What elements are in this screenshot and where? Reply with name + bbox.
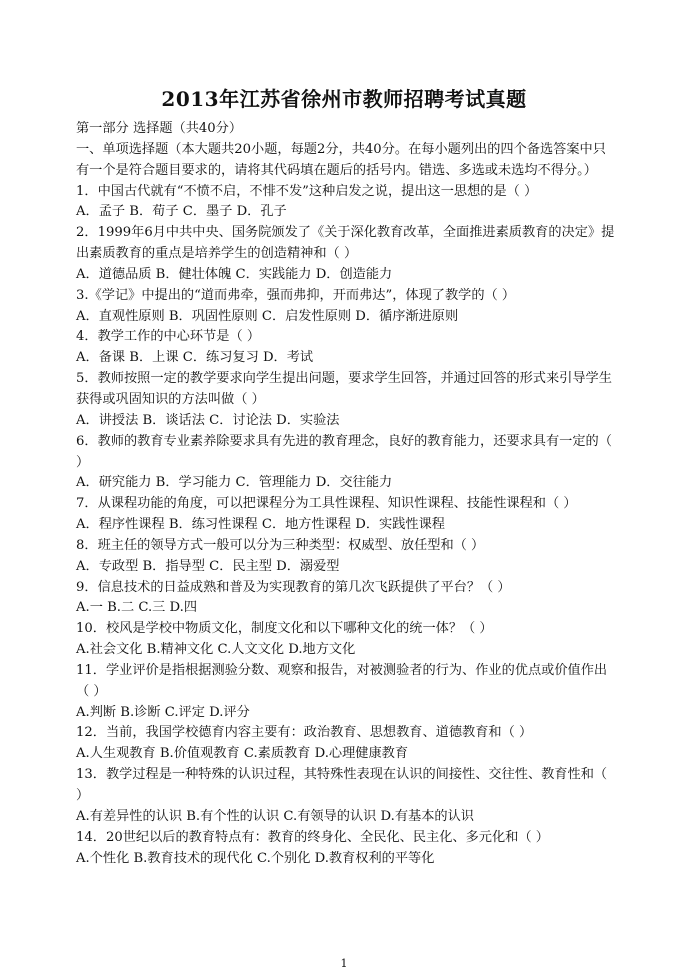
- question-12-stem: 12．当前，我国学校德育内容主要有：政治教育、思想教育、道德教育和（ ）: [76, 725, 533, 741]
- question-1-stem: 1．中国古代就有“不愤不启，不悱不发”这种启发之说，提出这一思想的是（ ）: [76, 183, 538, 199]
- question-6-options: A．研究能力 B．学习能力 C．管理能力 D．交往能力: [76, 475, 393, 491]
- question-3-stem: 3.《学记》中提出的“道而弗牵，强而弗抑，开而弗达”，体现了教学的（ ）: [76, 287, 516, 303]
- question-10-stem: 10．校风是学校中物质文化，制度文化和以下哪种文化的统一体？（ ）: [76, 621, 493, 637]
- page-number: 1: [340, 957, 348, 970]
- question-11-stem: 11．学业评价是指根据测验分数、观察和报告，对被测验者的行为、作业的优点或价值作出（ ）: [76, 662, 608, 699]
- question-4-options: A．备课 B．上课 C．练习复习 D．考试: [76, 350, 314, 366]
- question-14-options: A.个性化 B.教育技术的现代化 C.个别化 D.教育权利的平等化: [76, 850, 435, 866]
- question-14-stem: 14．20世纪以后的教育特点有：教育的终身化、全民化、民主化、多元化和（ ）: [76, 829, 549, 845]
- question-13-stem: 13．教学过程是一种特殊的认识过程，其特殊性表现在认识的间接性、交往性、教育性和（ ）: [76, 767, 608, 803]
- question-9-options: A.一 B.二 C.三 D.四: [76, 600, 198, 616]
- part-heading: 第一部分 选择题（共40分）: [76, 121, 243, 136]
- document-title: 2013年江苏省徐州市教师招聘考试真题: [161, 87, 527, 111]
- question-2-options: A．道德品质 B．健壮体魄 C．实践能力 D．创造能力: [76, 266, 393, 282]
- question-12-options: A.人生观教育 B.价值观教育 C.素质教育 D.心理健康教育: [76, 746, 409, 762]
- question-8-options: A．专政型 B．指导型 C．民主型 D．溺爱型: [76, 558, 340, 574]
- question-5-options: A．讲授法 B．谈话法 C．讨论法 D．实验法: [76, 412, 340, 428]
- question-7-stem: 7．从课程功能的角度，可以把课程分为工具性课程、知识性课程、技能性课程和（ ）: [76, 496, 577, 512]
- question-2-stem: 2．1999年6月中共中央、国务院颁发了《关于深化教育改革，全面推进素质教育的决定》提出素质教育的重点是培养学生的创造精神和（ ）: [76, 225, 615, 262]
- question-10-options: A.社会文化 B.精神文化 C.人文文化 D.地方文化: [76, 642, 356, 658]
- question-4-stem: 4．教学工作的中心环节是（ ）: [76, 329, 261, 345]
- document-body: [76, 119, 616, 869]
- question-8-stem: 8．班主任的领导方式一般可以分为三种类型：权威型、放任型和（ ）: [76, 537, 485, 553]
- question-11-options: A.判断 B.诊断 C.评定 D.评分: [76, 704, 250, 720]
- question-5-stem: 5．教师按照一定的教学要求向学生提出问题，要求学生回答，并通过回答的形式来引导学生获得或巩固知识的方法叫做（ ）: [76, 371, 612, 407]
- question-1-options: A．孟子 B．荀子 C．墨子 D．孔子: [76, 204, 287, 220]
- question-3-options: A．直观性原则 B．巩固性原则 C．启发性原则 D．循序渐进原则: [76, 308, 459, 324]
- question-9-stem: 9．信息技术的日益成熟和普及为实现教育的第几次飞跃提供了平台？（ ）: [76, 579, 511, 595]
- question-13-options: A.有差异性的认识 B.有个性的认识 C.有领导的认识 D.有基本的认识: [76, 808, 474, 824]
- section-intro: 一、单项选择题（本大题共20小题，每题2分，共40分。在每小题列出的四个备选答案中只有一个是符合题目要求的，请将其代码填在题后的括号内。错选、多选或未选均不得分。）: [76, 141, 606, 178]
- question-6-stem: 6．教师的教育专业素养除要求具有先进的教育理念，良好的教育能力，还要求具有一定的（ ）: [76, 433, 612, 470]
- question-7-options: A．程序性课程 B．练习性课程 C．地方性课程 D．实践性课程: [76, 517, 445, 533]
